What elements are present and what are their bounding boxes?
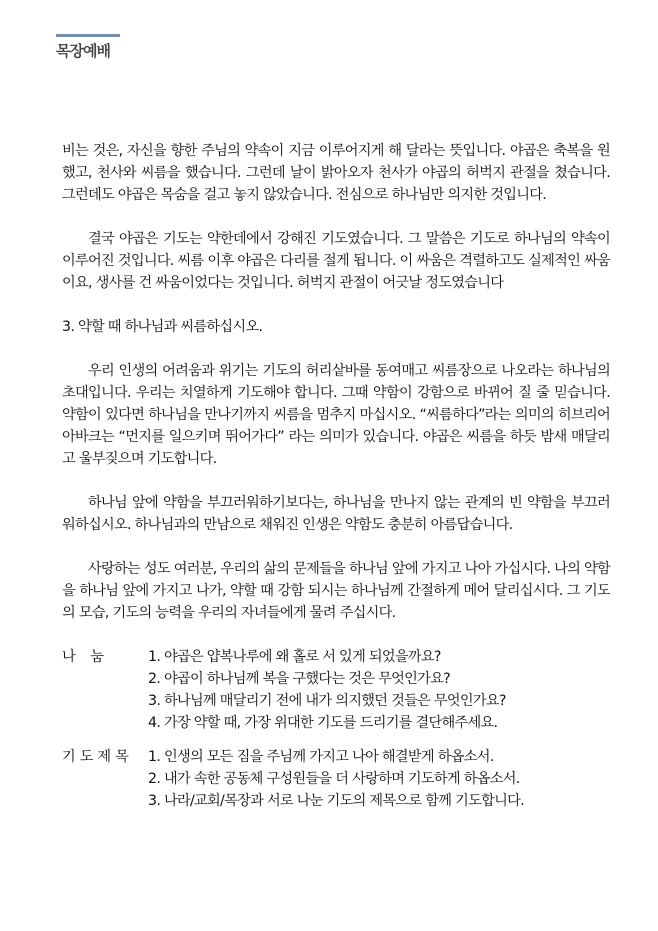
sharing-item: 3. 하나님께 매달리기 전에 내가 의지했던 것들은 무엇인가요? bbox=[148, 693, 506, 709]
document-body bbox=[62, 140, 610, 812]
sharing-item: 2. 야곱이 하나님께 복을 구했다는 것은 무엇인가요? bbox=[148, 671, 450, 687]
paragraph-5: 사랑하는 성도 여러분, 우리의 삶의 문제들을 하나님 앞에 가지고 나아 가십시다. 나의 약함을 하나님 앞에 가지고 나가, 약할 때 강함 되시는 하나님께 간절하게 메어 달리십시다. 그 기도의 모습, 기도의 능력을 우리의 자녀들에게 물려 주십시다. bbox=[62, 561, 610, 621]
paragraph-4: 하나님 앞에 약함을 부끄러워하기보다는, 하나님을 만나지 않는 관계의 빈 약함을 부끄러워하십시오. 하나님과의 만남으로 채워진 인생은 약함도 충분히 아름답습니다. bbox=[62, 495, 610, 533]
section-heading: 3. 약할 때 하나님과 씨름하십시오. bbox=[62, 319, 263, 335]
paragraph-2: 결국 야곱은 기도는 약한데에서 강해진 기도였습니다. 그 말씀은 기도로 하나님의 약속이 이루어진 것입니다. 씨름 이후 야곱은 다리를 절게 됩니다. 이 싸움은 격렬하고도 실제적인 싸움이요, 생사를 건 싸움이었다는 것입니다. 허벅지 관절이 어긋날 정도였습니다 bbox=[62, 231, 610, 291]
paragraph-1: 비는 것은, 자신을 향한 주님의 약속이 지금 이루어지게 해 달라는 뜻입니다. 야곱은 축복을 원했고, 천사와 씨름을 했습니다. 그런데 날이 밝아오자 천사가 야곱의 허벅지 관절을 쳤습니다. 그런데도 야곱은 목숨을 걸고 놓지 않았습니다. 전심으로 하나님만 의지한 것입니다. bbox=[62, 143, 610, 203]
prayer-item: 2. 내가 속한 공동체 구성원들을 더 사랑하며 기도하게 하옵소서. bbox=[148, 771, 520, 787]
prayer-list bbox=[148, 746, 610, 812]
sharing-item: 1. 야곱은 얍복나루에 왜 홀로 서 있게 되었을까요? bbox=[148, 649, 441, 665]
sharing-list bbox=[148, 646, 610, 734]
prayer-section bbox=[62, 746, 610, 812]
prayer-item: 3. 나라/교회/목장과 서로 나눈 기도의 제목으로 함께 기도합니다. bbox=[148, 793, 524, 809]
sharing-section bbox=[62, 646, 610, 734]
header-title: 목장예배 bbox=[56, 42, 110, 60]
sharing-item: 4. 가장 약할 때, 가장 위대한 기도를 드리기를 결단해주세요. bbox=[148, 715, 498, 731]
header-accent-bar bbox=[56, 34, 120, 37]
prayer-label: 기도제목 bbox=[62, 749, 133, 765]
paragraph-3: 우리 인생의 어려움과 위기는 기도의 허리샅바를 동여매고 씨름장으로 나오라는 하나님의 초대입니다. 우리는 치열하게 기도해야 합니다. 그때 약함이 강함으로 바뀌어 질 줄 믿습니다. 약함이 있다면 하나님을 만나기까지 씨름을 멈추지 마십시오. “씨름하다”라는 의미의 히브리어 아바크는 “먼지를 일으키며 뛰어가다” 라는 의미가 있습니다. 야곱은 씨름을 하듯 밤새 매달리고 울부짖으며 기도합니다. bbox=[62, 363, 610, 467]
sharing-label: 나 눔 bbox=[62, 649, 104, 665]
prayer-item: 1. 인생의 모든 짐을 주님께 가지고 나아 해결받게 하옵소서. bbox=[148, 749, 494, 765]
